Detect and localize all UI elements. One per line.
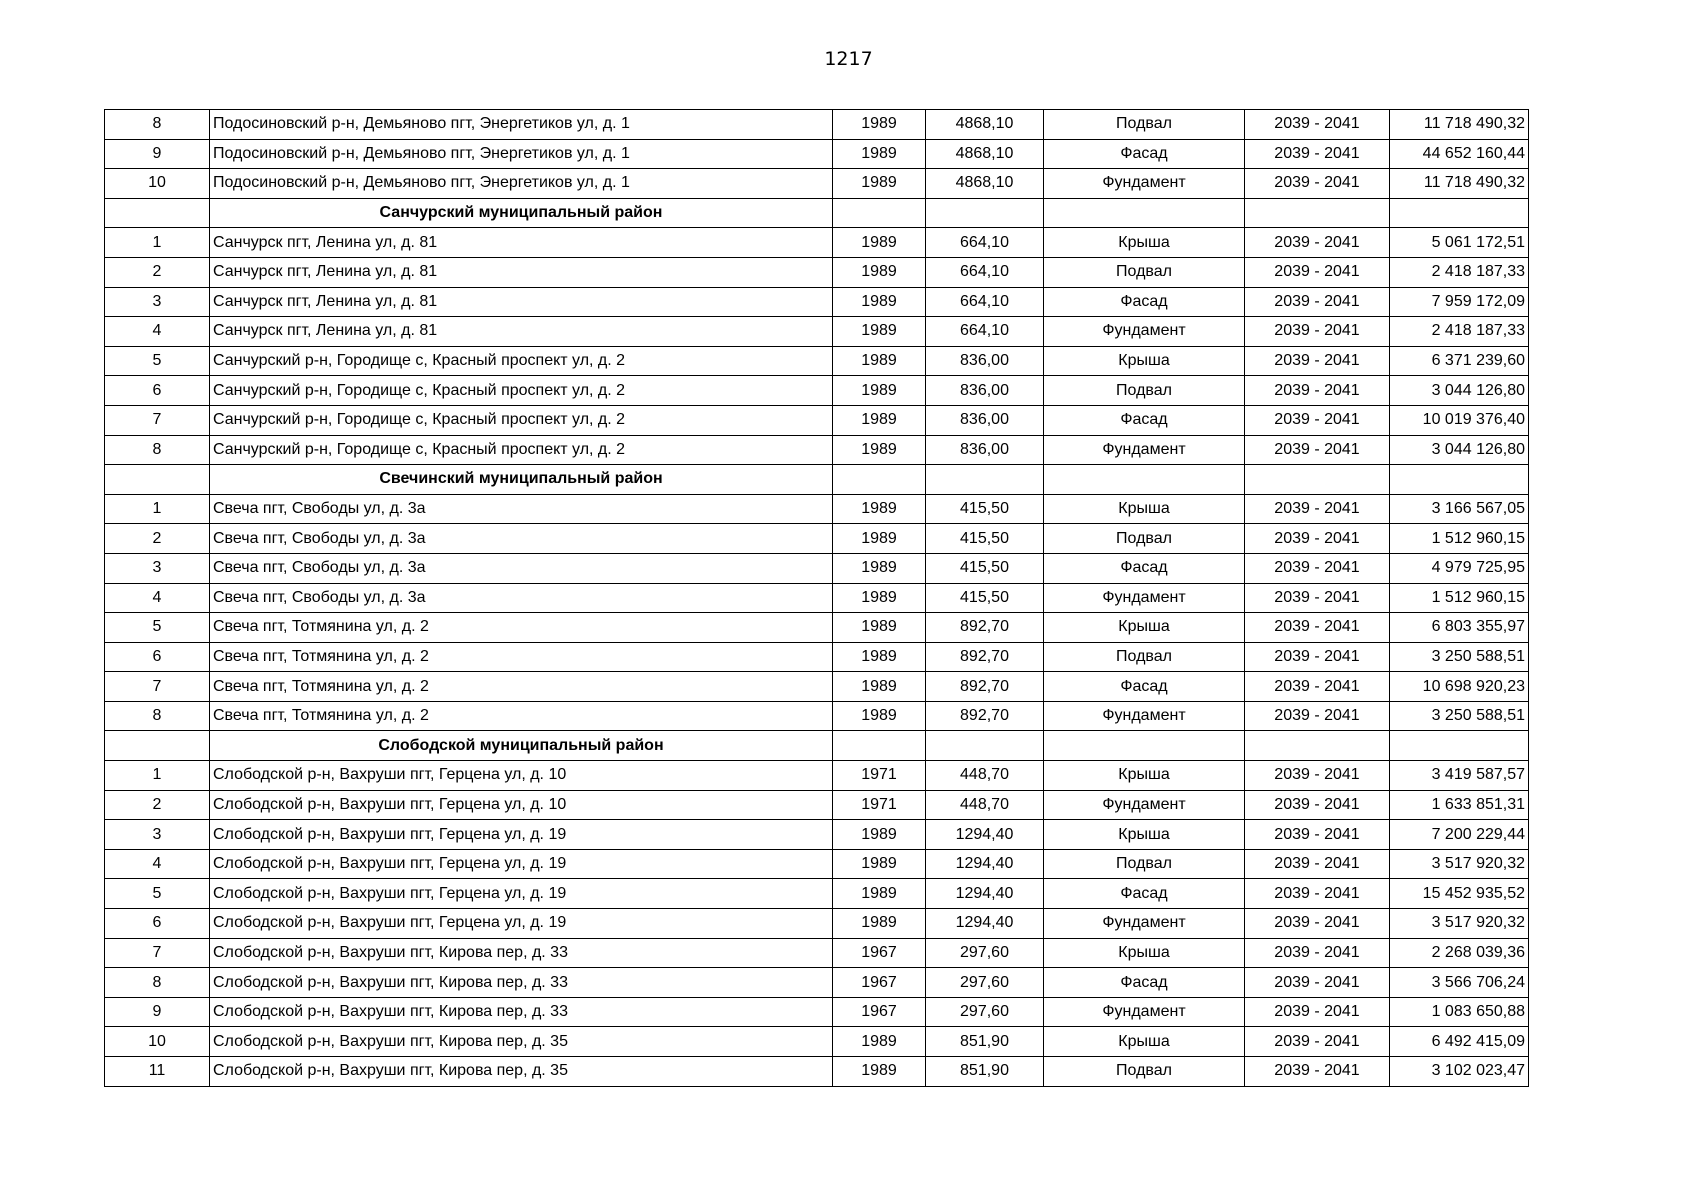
row-number-cell: 4 bbox=[105, 849, 210, 879]
area-cell: 297,60 bbox=[926, 968, 1044, 998]
construction-year-cell: 1989 bbox=[833, 346, 926, 376]
repair-period-cell: 2039 - 2041 bbox=[1245, 820, 1390, 850]
row-number-cell: 6 bbox=[105, 376, 210, 406]
table-row bbox=[105, 553, 1529, 583]
construction-year-cell: 1989 bbox=[833, 110, 926, 140]
repair-period-cell: 2039 - 2041 bbox=[1245, 524, 1390, 554]
structural-element-cell: Подвал bbox=[1044, 524, 1245, 554]
area-cell: 851,90 bbox=[926, 1057, 1044, 1087]
structural-element-cell: Фасад bbox=[1044, 672, 1245, 702]
structural-element-cell: Фасад bbox=[1044, 553, 1245, 583]
construction-year-cell: 1989 bbox=[833, 524, 926, 554]
table-row bbox=[105, 613, 1529, 643]
empty-cell bbox=[926, 731, 1044, 761]
address-cell: Свеча пгт, Тотмянина ул, д. 2 bbox=[210, 642, 833, 672]
structural-element-cell: Крыша bbox=[1044, 494, 1245, 524]
repair-cost-cell: 3 102 023,47 bbox=[1390, 1057, 1529, 1087]
repair-period-cell: 2039 - 2041 bbox=[1245, 405, 1390, 435]
empty-cell bbox=[926, 465, 1044, 495]
row-number-cell: 1 bbox=[105, 761, 210, 791]
structural-element-cell: Фасад bbox=[1044, 405, 1245, 435]
area-cell: 297,60 bbox=[926, 938, 1044, 968]
repair-period-cell: 2039 - 2041 bbox=[1245, 110, 1390, 140]
area-cell: 664,10 bbox=[926, 257, 1044, 287]
table-row bbox=[105, 287, 1529, 317]
empty-cell bbox=[1044, 465, 1245, 495]
table-row bbox=[105, 849, 1529, 879]
empty-cell bbox=[1245, 465, 1390, 495]
address-cell: Подосиновский р-н, Демьяново пгт, Энергетиков ул, д. 1 bbox=[210, 169, 833, 199]
construction-year-cell: 1971 bbox=[833, 761, 926, 791]
address-cell: Слободской р-н, Вахруши пгт, Кирова пер, д. 33 bbox=[210, 938, 833, 968]
structural-element-cell: Фундамент bbox=[1044, 701, 1245, 731]
table-row bbox=[105, 1027, 1529, 1057]
row-number-cell: 5 bbox=[105, 613, 210, 643]
structural-element-cell: Крыша bbox=[1044, 228, 1245, 258]
area-cell: 1294,40 bbox=[926, 820, 1044, 850]
construction-year-cell: 1989 bbox=[833, 879, 926, 909]
empty-cell bbox=[1245, 198, 1390, 228]
district-section-title: Санчурский муниципальный район bbox=[210, 198, 833, 228]
table-row bbox=[105, 376, 1529, 406]
area-cell: 664,10 bbox=[926, 287, 1044, 317]
construction-year-cell: 1989 bbox=[833, 1057, 926, 1087]
structural-element-cell: Подвал bbox=[1044, 1057, 1245, 1087]
repair-period-cell: 2039 - 2041 bbox=[1245, 346, 1390, 376]
address-cell: Слободской р-н, Вахруши пгт, Кирова пер, д. 33 bbox=[210, 997, 833, 1027]
repair-period-cell: 2039 - 2041 bbox=[1245, 642, 1390, 672]
repair-cost-cell: 3 044 126,80 bbox=[1390, 376, 1529, 406]
repair-cost-cell: 3 250 588,51 bbox=[1390, 642, 1529, 672]
area-cell: 892,70 bbox=[926, 613, 1044, 643]
row-number-cell: 4 bbox=[105, 583, 210, 613]
address-cell: Слободской р-н, Вахруши пгт, Герцена ул, д. 19 bbox=[210, 879, 833, 909]
construction-year-cell: 1989 bbox=[833, 553, 926, 583]
construction-year-cell: 1989 bbox=[833, 820, 926, 850]
area-cell: 892,70 bbox=[926, 642, 1044, 672]
construction-year-cell: 1967 bbox=[833, 968, 926, 998]
row-number-cell: 9 bbox=[105, 139, 210, 169]
construction-year-cell: 1989 bbox=[833, 494, 926, 524]
repair-period-cell: 2039 - 2041 bbox=[1245, 909, 1390, 939]
district-section-row bbox=[105, 465, 1529, 495]
address-cell: Свеча пгт, Свободы ул, д. 3а bbox=[210, 524, 833, 554]
construction-year-cell: 1989 bbox=[833, 317, 926, 347]
address-cell: Свеча пгт, Свободы ул, д. 3а bbox=[210, 494, 833, 524]
construction-year-cell: 1989 bbox=[833, 672, 926, 702]
repair-cost-cell: 3 517 920,32 bbox=[1390, 909, 1529, 939]
construction-year-cell: 1989 bbox=[833, 849, 926, 879]
construction-year-cell: 1967 bbox=[833, 938, 926, 968]
empty-cell bbox=[1390, 465, 1529, 495]
address-cell: Свеча пгт, Тотмянина ул, д. 2 bbox=[210, 701, 833, 731]
repair-period-cell: 2039 - 2041 bbox=[1245, 938, 1390, 968]
table-row bbox=[105, 257, 1529, 287]
area-cell: 415,50 bbox=[926, 583, 1044, 613]
table-row bbox=[105, 938, 1529, 968]
empty-cell bbox=[1390, 731, 1529, 761]
repair-cost-cell: 3 250 588,51 bbox=[1390, 701, 1529, 731]
table-row bbox=[105, 701, 1529, 731]
empty-cell bbox=[833, 198, 926, 228]
address-cell: Санчурский р-н, Городище с, Красный проспект ул, д. 2 bbox=[210, 376, 833, 406]
row-number-cell: 6 bbox=[105, 909, 210, 939]
repair-period-cell: 2039 - 2041 bbox=[1245, 317, 1390, 347]
table-row bbox=[105, 909, 1529, 939]
structural-element-cell: Крыша bbox=[1044, 613, 1245, 643]
repair-period-cell: 2039 - 2041 bbox=[1245, 790, 1390, 820]
table-row bbox=[105, 879, 1529, 909]
address-cell: Санчурский р-н, Городище с, Красный проспект ул, д. 2 bbox=[210, 435, 833, 465]
address-cell: Слободской р-н, Вахруши пгт, Герцена ул, д. 19 bbox=[210, 909, 833, 939]
empty-cell bbox=[926, 198, 1044, 228]
structural-element-cell: Фундамент bbox=[1044, 997, 1245, 1027]
district-section-row bbox=[105, 198, 1529, 228]
repair-cost-cell: 6 492 415,09 bbox=[1390, 1027, 1529, 1057]
row-number-cell: 7 bbox=[105, 938, 210, 968]
structural-element-cell: Фасад bbox=[1044, 139, 1245, 169]
structural-element-cell: Подвал bbox=[1044, 642, 1245, 672]
row-number-cell: 2 bbox=[105, 524, 210, 554]
repair-cost-cell: 11 718 490,32 bbox=[1390, 110, 1529, 140]
table-row bbox=[105, 494, 1529, 524]
table-row bbox=[105, 642, 1529, 672]
empty-cell bbox=[105, 731, 210, 761]
repair-period-cell: 2039 - 2041 bbox=[1245, 494, 1390, 524]
address-cell: Санчурск пгт, Ленина ул, д. 81 bbox=[210, 228, 833, 258]
construction-year-cell: 1989 bbox=[833, 257, 926, 287]
row-number-cell: 8 bbox=[105, 110, 210, 140]
repair-cost-cell: 7 200 229,44 bbox=[1390, 820, 1529, 850]
structural-element-cell: Крыша bbox=[1044, 761, 1245, 791]
construction-year-cell: 1989 bbox=[833, 376, 926, 406]
area-cell: 4868,10 bbox=[926, 110, 1044, 140]
repair-period-cell: 2039 - 2041 bbox=[1245, 228, 1390, 258]
empty-cell bbox=[1044, 731, 1245, 761]
empty-cell bbox=[105, 465, 210, 495]
table-row bbox=[105, 346, 1529, 376]
repair-period-cell: 2039 - 2041 bbox=[1245, 613, 1390, 643]
row-number-cell: 8 bbox=[105, 701, 210, 731]
row-number-cell: 5 bbox=[105, 346, 210, 376]
table-body bbox=[105, 110, 1529, 1087]
table-row bbox=[105, 1057, 1529, 1087]
area-cell: 4868,10 bbox=[926, 139, 1044, 169]
area-cell: 297,60 bbox=[926, 997, 1044, 1027]
repair-period-cell: 2039 - 2041 bbox=[1245, 139, 1390, 169]
repair-cost-cell: 7 959 172,09 bbox=[1390, 287, 1529, 317]
table-row bbox=[105, 435, 1529, 465]
construction-year-cell: 1989 bbox=[833, 435, 926, 465]
table-row bbox=[105, 761, 1529, 791]
table-row bbox=[105, 583, 1529, 613]
table-row bbox=[105, 524, 1529, 554]
repair-period-cell: 2039 - 2041 bbox=[1245, 1027, 1390, 1057]
area-cell: 448,70 bbox=[926, 790, 1044, 820]
empty-cell bbox=[105, 198, 210, 228]
repair-cost-cell: 3 517 920,32 bbox=[1390, 849, 1529, 879]
district-section-row bbox=[105, 731, 1529, 761]
construction-year-cell: 1989 bbox=[833, 228, 926, 258]
construction-year-cell: 1989 bbox=[833, 583, 926, 613]
repair-cost-cell: 1 633 851,31 bbox=[1390, 790, 1529, 820]
construction-year-cell: 1971 bbox=[833, 790, 926, 820]
structural-element-cell: Фундамент bbox=[1044, 435, 1245, 465]
repair-cost-cell: 3 419 587,57 bbox=[1390, 761, 1529, 791]
address-cell: Слободской р-н, Вахруши пгт, Герцена ул, д. 10 bbox=[210, 790, 833, 820]
repair-period-cell: 2039 - 2041 bbox=[1245, 997, 1390, 1027]
repair-cost-cell: 44 652 160,44 bbox=[1390, 139, 1529, 169]
table-row bbox=[105, 790, 1529, 820]
table-row bbox=[105, 405, 1529, 435]
repair-period-cell: 2039 - 2041 bbox=[1245, 257, 1390, 287]
row-number-cell: 7 bbox=[105, 405, 210, 435]
repair-cost-cell: 10 019 376,40 bbox=[1390, 405, 1529, 435]
construction-year-cell: 1989 bbox=[833, 169, 926, 199]
address-cell: Свеча пгт, Тотмянина ул, д. 2 bbox=[210, 672, 833, 702]
repair-period-cell: 2039 - 2041 bbox=[1245, 1057, 1390, 1087]
empty-cell bbox=[833, 465, 926, 495]
structural-element-cell: Подвал bbox=[1044, 376, 1245, 406]
repair-cost-cell: 5 061 172,51 bbox=[1390, 228, 1529, 258]
table-row bbox=[105, 997, 1529, 1027]
repair-cost-cell: 2 418 187,33 bbox=[1390, 257, 1529, 287]
structural-element-cell: Фундамент bbox=[1044, 909, 1245, 939]
construction-year-cell: 1989 bbox=[833, 405, 926, 435]
repair-period-cell: 2039 - 2041 bbox=[1245, 287, 1390, 317]
row-number-cell: 9 bbox=[105, 997, 210, 1027]
repair-period-cell: 2039 - 2041 bbox=[1245, 169, 1390, 199]
structural-element-cell: Фундамент bbox=[1044, 169, 1245, 199]
structural-element-cell: Подвал bbox=[1044, 110, 1245, 140]
repair-period-cell: 2039 - 2041 bbox=[1245, 376, 1390, 406]
structural-element-cell: Крыша bbox=[1044, 346, 1245, 376]
address-cell: Свеча пгт, Свободы ул, д. 3а bbox=[210, 583, 833, 613]
repair-period-cell: 2039 - 2041 bbox=[1245, 879, 1390, 909]
repair-cost-cell: 3 044 126,80 bbox=[1390, 435, 1529, 465]
row-number-cell: 2 bbox=[105, 257, 210, 287]
address-cell: Санчурск пгт, Ленина ул, д. 81 bbox=[210, 317, 833, 347]
construction-year-cell: 1967 bbox=[833, 997, 926, 1027]
area-cell: 892,70 bbox=[926, 701, 1044, 731]
construction-year-cell: 1989 bbox=[833, 139, 926, 169]
row-number-cell: 5 bbox=[105, 879, 210, 909]
row-number-cell: 4 bbox=[105, 317, 210, 347]
table-row bbox=[105, 169, 1529, 199]
district-section-title: Слободской муниципальный район bbox=[210, 731, 833, 761]
structural-element-cell: Фундамент bbox=[1044, 583, 1245, 613]
address-cell: Слободской р-н, Вахруши пгт, Герцена ул, д. 10 bbox=[210, 761, 833, 791]
table-row bbox=[105, 317, 1529, 347]
row-number-cell: 1 bbox=[105, 494, 210, 524]
area-cell: 836,00 bbox=[926, 346, 1044, 376]
address-cell: Санчурский р-н, Городище с, Красный проспект ул, д. 2 bbox=[210, 346, 833, 376]
repair-cost-cell: 1 512 960,15 bbox=[1390, 524, 1529, 554]
area-cell: 836,00 bbox=[926, 435, 1044, 465]
area-cell: 415,50 bbox=[926, 494, 1044, 524]
address-cell: Свеча пгт, Тотмянина ул, д. 2 bbox=[210, 613, 833, 643]
row-number-cell: 3 bbox=[105, 820, 210, 850]
repair-cost-cell: 6 371 239,60 bbox=[1390, 346, 1529, 376]
construction-year-cell: 1989 bbox=[833, 1027, 926, 1057]
area-cell: 1294,40 bbox=[926, 849, 1044, 879]
repair-cost-cell: 6 803 355,97 bbox=[1390, 613, 1529, 643]
repair-cost-cell: 3 166 567,05 bbox=[1390, 494, 1529, 524]
area-cell: 664,10 bbox=[926, 228, 1044, 258]
row-number-cell: 10 bbox=[105, 169, 210, 199]
table-row bbox=[105, 672, 1529, 702]
construction-year-cell: 1989 bbox=[833, 642, 926, 672]
row-number-cell: 3 bbox=[105, 287, 210, 317]
structural-element-cell: Фасад bbox=[1044, 287, 1245, 317]
area-cell: 1294,40 bbox=[926, 879, 1044, 909]
repair-period-cell: 2039 - 2041 bbox=[1245, 672, 1390, 702]
repair-period-cell: 2039 - 2041 bbox=[1245, 583, 1390, 613]
row-number-cell: 7 bbox=[105, 672, 210, 702]
structural-element-cell: Подвал bbox=[1044, 849, 1245, 879]
empty-cell bbox=[833, 731, 926, 761]
address-cell: Санчурский р-н, Городище с, Красный проспект ул, д. 2 bbox=[210, 405, 833, 435]
structural-element-cell: Крыша bbox=[1044, 820, 1245, 850]
repair-period-cell: 2039 - 2041 bbox=[1245, 849, 1390, 879]
repair-cost-cell: 2 268 039,36 bbox=[1390, 938, 1529, 968]
structural-element-cell: Фасад bbox=[1044, 968, 1245, 998]
empty-cell bbox=[1390, 198, 1529, 228]
address-cell: Слободской р-н, Вахруши пгт, Кирова пер, д. 35 bbox=[210, 1057, 833, 1087]
area-cell: 851,90 bbox=[926, 1027, 1044, 1057]
table-row bbox=[105, 820, 1529, 850]
repair-period-cell: 2039 - 2041 bbox=[1245, 968, 1390, 998]
row-number-cell: 3 bbox=[105, 553, 210, 583]
row-number-cell: 2 bbox=[105, 790, 210, 820]
table-row bbox=[105, 968, 1529, 998]
address-cell: Подосиновский р-н, Демьяново пгт, Энергетиков ул, д. 1 bbox=[210, 110, 833, 140]
repair-period-cell: 2039 - 2041 bbox=[1245, 701, 1390, 731]
repair-cost-cell: 15 452 935,52 bbox=[1390, 879, 1529, 909]
area-cell: 892,70 bbox=[926, 672, 1044, 702]
district-section-title: Свечинский муниципальный район bbox=[210, 465, 833, 495]
repair-cost-cell: 1 512 960,15 bbox=[1390, 583, 1529, 613]
address-cell: Слободской р-н, Вахруши пгт, Кирова пер, д. 33 bbox=[210, 968, 833, 998]
empty-cell bbox=[1245, 731, 1390, 761]
row-number-cell: 8 bbox=[105, 435, 210, 465]
repair-registry-table bbox=[104, 109, 1529, 1087]
address-cell: Санчурск пгт, Ленина ул, д. 81 bbox=[210, 287, 833, 317]
repair-cost-cell: 4 979 725,95 bbox=[1390, 553, 1529, 583]
repair-cost-cell: 10 698 920,23 bbox=[1390, 672, 1529, 702]
area-cell: 4868,10 bbox=[926, 169, 1044, 199]
address-cell: Подосиновский р-н, Демьяново пгт, Энергетиков ул, д. 1 bbox=[210, 139, 833, 169]
area-cell: 836,00 bbox=[926, 405, 1044, 435]
table-row bbox=[105, 228, 1529, 258]
repair-cost-cell: 11 718 490,32 bbox=[1390, 169, 1529, 199]
area-cell: 664,10 bbox=[926, 317, 1044, 347]
address-cell: Слободской р-н, Вахруши пгт, Герцена ул, д. 19 bbox=[210, 820, 833, 850]
address-cell: Свеча пгт, Свободы ул, д. 3а bbox=[210, 553, 833, 583]
structural-element-cell: Фундамент bbox=[1044, 790, 1245, 820]
address-cell: Санчурск пгт, Ленина ул, д. 81 bbox=[210, 257, 833, 287]
row-number-cell: 1 bbox=[105, 228, 210, 258]
structural-element-cell: Крыша bbox=[1044, 1027, 1245, 1057]
row-number-cell: 11 bbox=[105, 1057, 210, 1087]
row-number-cell: 10 bbox=[105, 1027, 210, 1057]
area-cell: 415,50 bbox=[926, 524, 1044, 554]
area-cell: 836,00 bbox=[926, 376, 1044, 406]
area-cell: 415,50 bbox=[926, 553, 1044, 583]
construction-year-cell: 1989 bbox=[833, 909, 926, 939]
structural-element-cell: Фасад bbox=[1044, 879, 1245, 909]
construction-year-cell: 1989 bbox=[833, 613, 926, 643]
page-number: 1217 bbox=[824, 48, 873, 70]
address-cell: Слободской р-н, Вахруши пгт, Кирова пер, д. 35 bbox=[210, 1027, 833, 1057]
table-row bbox=[105, 139, 1529, 169]
row-number-cell: 8 bbox=[105, 968, 210, 998]
repair-cost-cell: 2 418 187,33 bbox=[1390, 317, 1529, 347]
repair-cost-cell: 3 566 706,24 bbox=[1390, 968, 1529, 998]
structural-element-cell: Фундамент bbox=[1044, 317, 1245, 347]
repair-cost-cell: 1 083 650,88 bbox=[1390, 997, 1529, 1027]
repair-period-cell: 2039 - 2041 bbox=[1245, 435, 1390, 465]
structural-element-cell: Крыша bbox=[1044, 938, 1245, 968]
repair-period-cell: 2039 - 2041 bbox=[1245, 761, 1390, 791]
address-cell: Слободской р-н, Вахруши пгт, Герцена ул, д. 19 bbox=[210, 849, 833, 879]
repair-period-cell: 2039 - 2041 bbox=[1245, 553, 1390, 583]
empty-cell bbox=[1044, 198, 1245, 228]
row-number-cell: 6 bbox=[105, 642, 210, 672]
table-row bbox=[105, 110, 1529, 140]
construction-year-cell: 1989 bbox=[833, 287, 926, 317]
construction-year-cell: 1989 bbox=[833, 701, 926, 731]
structural-element-cell: Подвал bbox=[1044, 257, 1245, 287]
area-cell: 448,70 bbox=[926, 761, 1044, 791]
area-cell: 1294,40 bbox=[926, 909, 1044, 939]
